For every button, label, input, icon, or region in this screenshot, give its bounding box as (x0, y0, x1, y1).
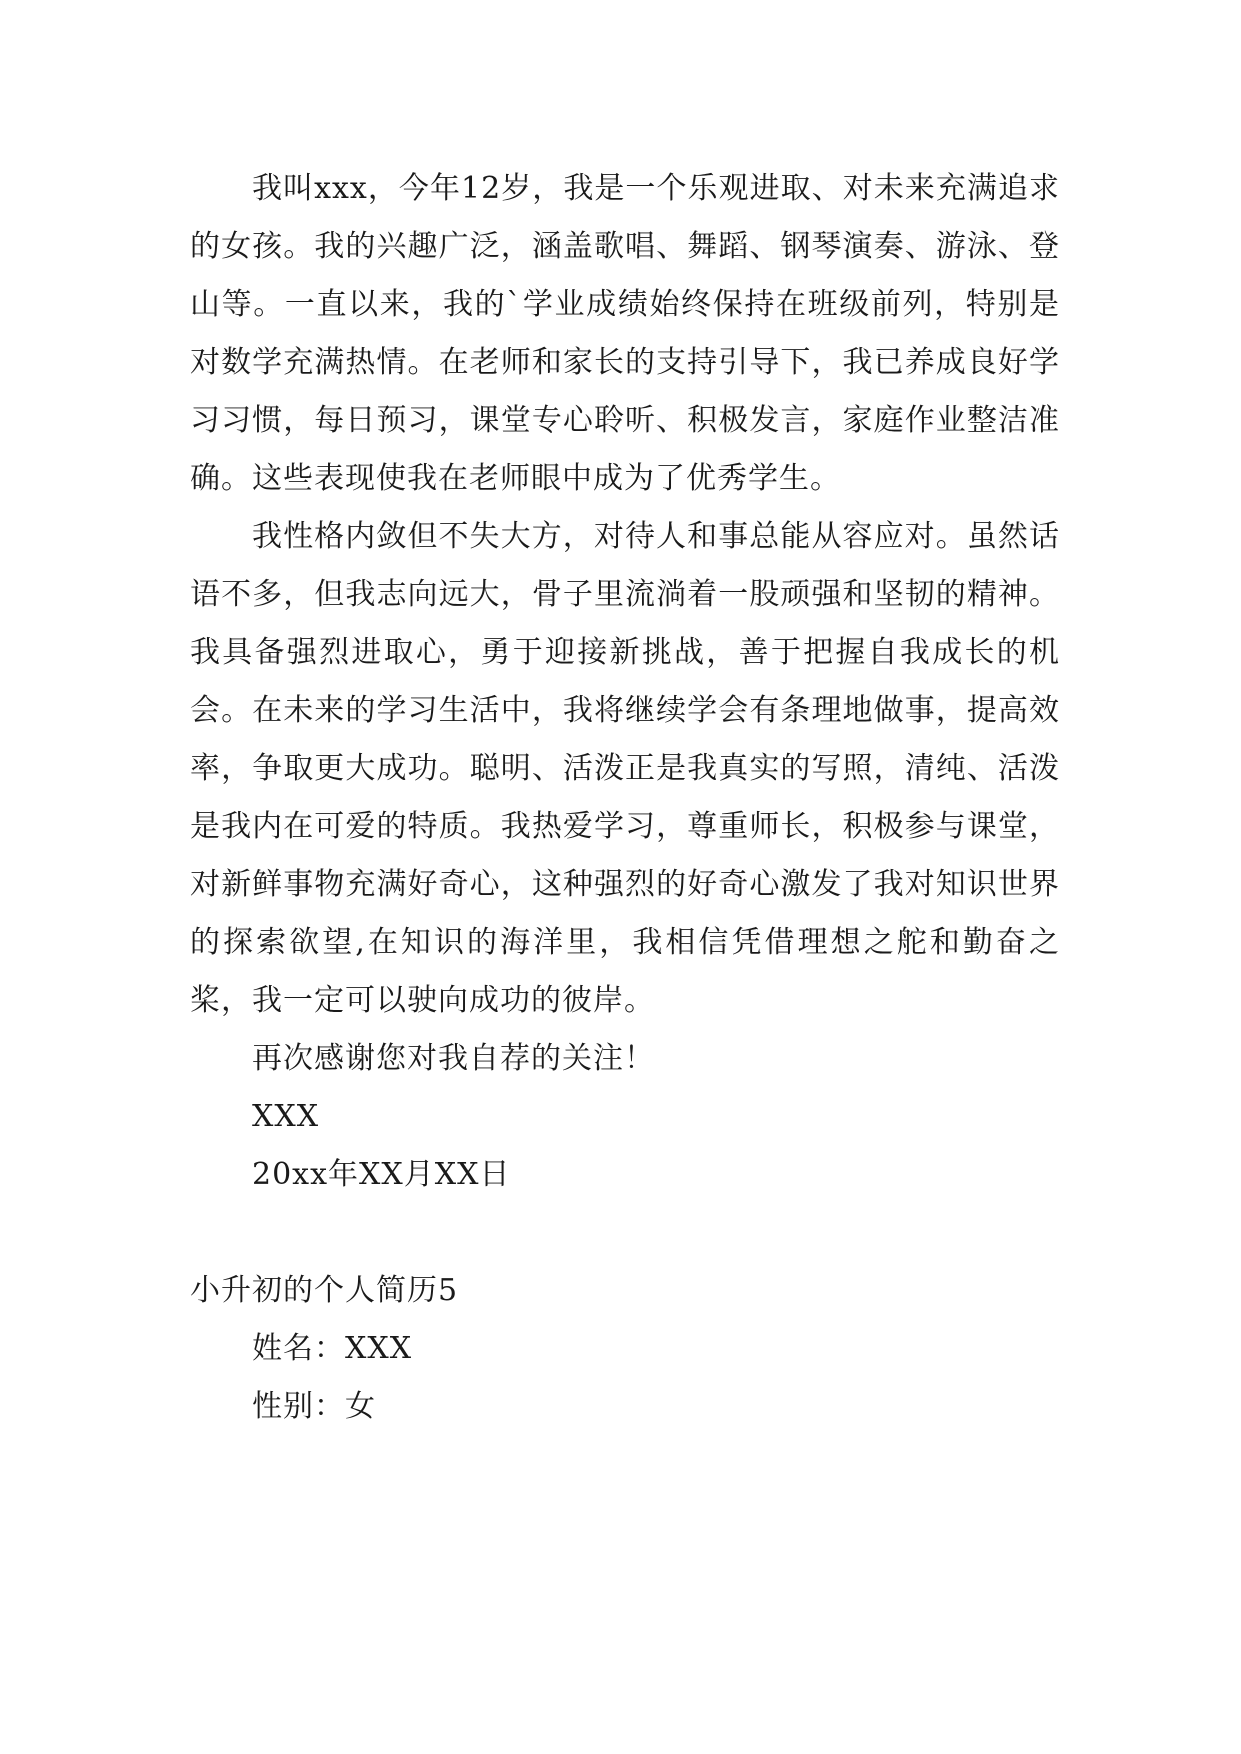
spacer (190, 1204, 1060, 1262)
signature: XXX (252, 1099, 320, 1134)
intro-paragraph: 我叫xxx，今年12岁，我是一个乐观进取、对未来充满追求的女孩。我的兴趣广泛，涵盖歌唱、舞蹈、钢琴演奏、游泳、登山等。一直以来，我的`学业成绩始终保持在班级前列，特别是对数学充满热情。在老师和家长的支持引导下，我已养成良好学习习惯，每日预习，课堂专心聆听、积极发言，家庭作业整洁准确。这些表现使我在老师眼中成为了优秀学生。 (190, 171, 1060, 496)
field-name: 姓名：XXX (252, 1331, 413, 1366)
section-title: 小升初的个人简历5 (190, 1273, 459, 1308)
date-line: 20xx年XX月XX日 (252, 1157, 511, 1192)
closing-line: 再次感谢您对我自荐的关注！ (252, 1041, 655, 1076)
document-body (190, 160, 1060, 1436)
character-paragraph: 我性格内敛但不失大方，对待人和事总能从容应对。虽然话语不多，但我志向远大，骨子里流淌着一股顽强和坚韧的精神。我具备强烈进取心，勇于迎接新挑战，善于把握自我成长的机会。在未来的学习生活中，我将继续学会有条理地做事，提高效率，争取更大成功。聪明、活泼正是我真实的写照，清纯、活泼是我内在可爱的特质。我热爱学习，尊重师长，积极参与课堂，对新鲜事物充满好奇心，这种强烈的好奇心激发了我对知识世界的探索欲望,在知识的海洋里，我相信凭借理想之舵和勤奋之桨，我一定可以驶向成功的彼岸。 (190, 519, 1060, 1018)
field-gender: 性别：女 (252, 1389, 376, 1424)
